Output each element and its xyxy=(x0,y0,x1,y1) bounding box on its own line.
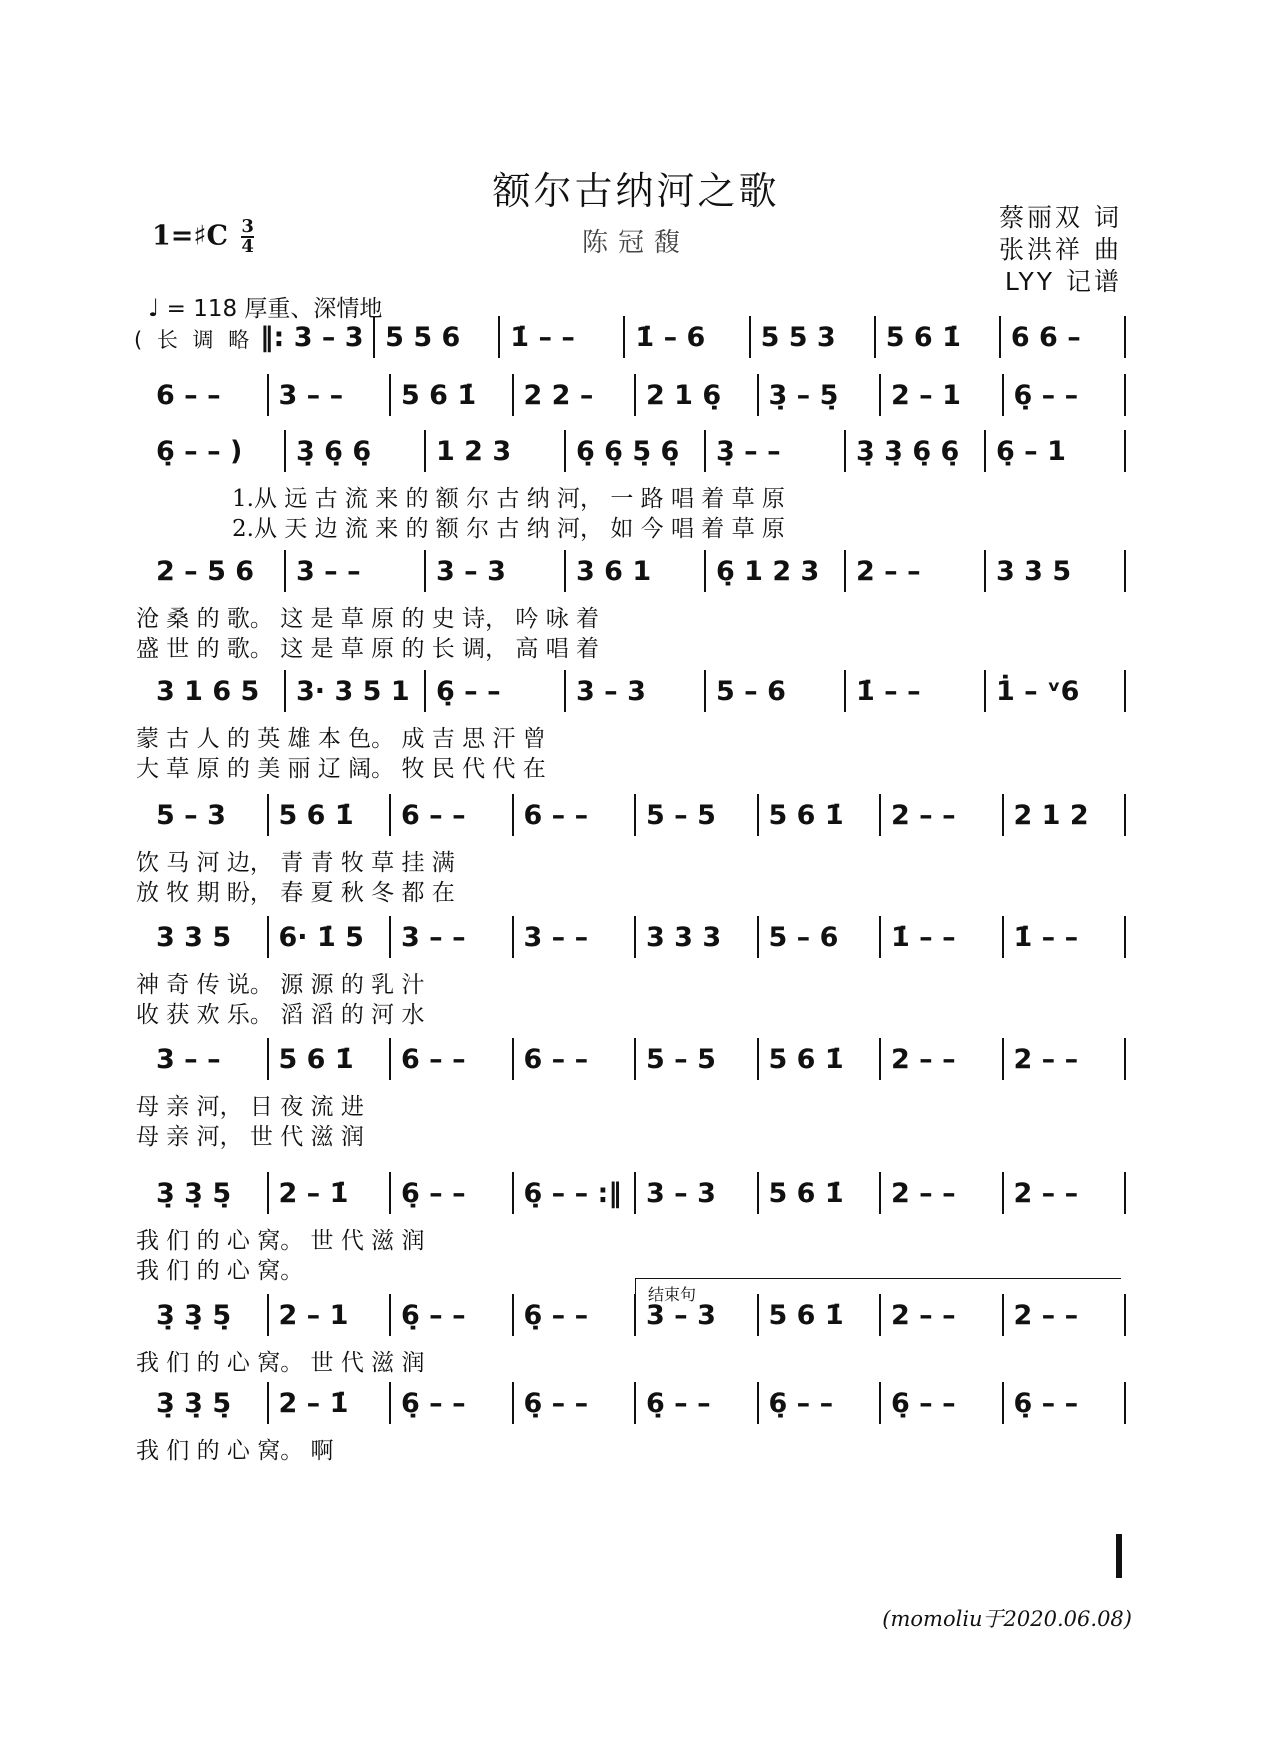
lyric-line: 2.从 天 边 流 来 的 额 尔 古 纳 河， 如 今 唱 着 草 原 xyxy=(232,516,785,542)
barline xyxy=(634,1038,636,1080)
measure: 1̇ – – xyxy=(891,922,956,953)
measure: 3 – – xyxy=(278,380,344,411)
barline xyxy=(267,1172,269,1214)
barline xyxy=(1124,316,1126,358)
measure: 5 – 5 xyxy=(646,1044,716,1075)
barline xyxy=(757,1382,759,1424)
measure: 6 – – xyxy=(401,800,466,831)
barline xyxy=(844,670,846,712)
barline xyxy=(424,430,426,472)
lyric-line: 蒙 古 人 的 英 雄 本 色。 成 吉 思 汗 曾 xyxy=(136,726,546,752)
barline xyxy=(844,550,846,592)
lyric-line: 神 奇 传 说。 源 源 的 乳 汁 xyxy=(136,972,425,998)
barline xyxy=(634,1294,636,1336)
barline xyxy=(634,794,636,836)
measure: 5 6 1̇ xyxy=(278,1044,354,1075)
measure: 2 – – xyxy=(1013,1178,1079,1209)
measure: 2 – – xyxy=(1013,1044,1079,1075)
measure: 2 – 1 xyxy=(891,380,961,411)
measure: 1̇ – – xyxy=(856,676,921,707)
barline xyxy=(879,374,881,416)
measure: 5 6 1̇ xyxy=(401,380,477,411)
barline xyxy=(564,550,566,592)
barline xyxy=(1124,916,1126,958)
barline xyxy=(634,916,636,958)
measure: 6̣ – – :‖ xyxy=(523,1178,622,1209)
barline xyxy=(704,430,706,472)
measure: 6̣ – – xyxy=(523,1300,589,1331)
lyric-line: 收 获 欢 乐。 滔 滔 的 河 水 xyxy=(136,1002,425,1028)
measure: 6̣ – – xyxy=(401,1300,466,1331)
measure: 5 5 3 xyxy=(760,322,836,353)
measure: ‖: 3 – 3 xyxy=(260,322,364,353)
key-signature xyxy=(152,218,254,256)
barline xyxy=(1124,550,1126,592)
barline xyxy=(284,670,286,712)
measure: 3̣ 3̣ 5̣ xyxy=(156,1300,232,1331)
barline xyxy=(389,916,391,958)
measure: 6̣ 6̣ 5̣ 6̣ xyxy=(576,436,680,467)
measure: 2 – 1̇ xyxy=(278,1388,349,1419)
barline xyxy=(1124,794,1126,836)
lyric-line: 饮 马 河 边， 青 青 牧 草 挂 满 xyxy=(136,850,455,876)
barline xyxy=(512,1038,514,1080)
barline xyxy=(1124,1172,1126,1214)
measure: 5 5 6 xyxy=(385,322,461,353)
barline xyxy=(512,374,514,416)
measure: 3̣ – 5̣ xyxy=(768,380,839,411)
barline xyxy=(844,430,846,472)
measure: 6̣ – 1 xyxy=(996,436,1066,467)
page-title: 额尔古纳河之歌 xyxy=(492,169,780,213)
measure: 6 – – xyxy=(156,380,221,411)
ending-label: 结束句 xyxy=(648,1285,697,1304)
measure: 3 – 3 xyxy=(646,1178,716,1209)
measure: 6 6 – xyxy=(1010,322,1081,353)
lyric-line: 大 草 原 的 美 丽 辽 阔。 牧 民 代 代 在 xyxy=(136,756,546,782)
barline xyxy=(1124,1038,1126,1080)
measure: 3 – – xyxy=(523,922,589,953)
lyric-line: 母 亲 河， 日 夜 流 进 xyxy=(136,1094,364,1120)
measure: 5 6 1̇ xyxy=(278,800,354,831)
barline xyxy=(512,916,514,958)
barline xyxy=(512,1294,514,1336)
measure: 3 3 5 xyxy=(996,556,1072,587)
tempo-marking xyxy=(148,290,382,323)
measure: 2 – – xyxy=(891,1300,956,1331)
lyric-line: 我 们 的 心 窝。 世 代 滋 润 xyxy=(136,1350,425,1376)
barline xyxy=(999,316,1001,358)
key-label: 1=♯C xyxy=(152,220,228,252)
barline xyxy=(267,1038,269,1080)
tempo-text: = 118 厚重、深情地 xyxy=(166,296,383,322)
measure: 1 2 3 xyxy=(436,436,512,467)
barline xyxy=(389,1172,391,1214)
barline xyxy=(564,430,566,472)
barline xyxy=(389,1038,391,1080)
barline xyxy=(757,794,759,836)
barline xyxy=(757,1294,759,1336)
lyric-line: 沧 桑 的 歌。 这 是 草 原 的 史 诗， 吟 咏 着 xyxy=(136,606,600,632)
barline xyxy=(564,670,566,712)
measure: 6̣ 1 2 3 xyxy=(716,556,820,587)
barline xyxy=(267,794,269,836)
barline xyxy=(284,550,286,592)
measure: 3̣ 6̣ 6̣ xyxy=(296,436,372,467)
barline xyxy=(267,1382,269,1424)
time-top: 3 xyxy=(241,216,254,237)
measure: 5 6 1̇ xyxy=(768,800,844,831)
barline xyxy=(267,916,269,958)
barline xyxy=(512,1172,514,1214)
measure: 2 – – xyxy=(891,800,956,831)
barline xyxy=(1124,1382,1126,1424)
lyric-line: 我 们 的 心 窝。 xyxy=(136,1258,304,1284)
barline xyxy=(512,1382,514,1424)
composer-credit: 张洪祥 曲 xyxy=(999,235,1122,264)
measure: 2 – 1̇ xyxy=(278,1178,349,1209)
measure: 5 6 1̇ xyxy=(768,1178,844,1209)
measure: 2 1 6̣ xyxy=(646,380,722,411)
score-system xyxy=(150,380,1130,440)
measure: 6̣ – – xyxy=(891,1388,956,1419)
barline xyxy=(1124,430,1126,472)
lyricist-credit: 蔡丽双 词 xyxy=(999,203,1122,232)
barline xyxy=(1124,670,1126,712)
barline xyxy=(424,670,426,712)
barline xyxy=(389,794,391,836)
barline xyxy=(512,794,514,836)
barline xyxy=(704,670,706,712)
measure: 3 – – xyxy=(401,922,466,953)
barline xyxy=(1002,916,1004,958)
measure: 5 6 1̇ xyxy=(768,1044,844,1075)
barline xyxy=(424,550,426,592)
barline xyxy=(1002,1294,1004,1336)
barline xyxy=(984,550,986,592)
measure: 6 – – xyxy=(523,800,589,831)
barline xyxy=(1002,1038,1004,1080)
measure: 6 – – xyxy=(401,1044,466,1075)
barline xyxy=(1002,374,1004,416)
barline xyxy=(634,1172,636,1214)
barline xyxy=(984,670,986,712)
time-signature xyxy=(241,218,254,256)
measure: 3 – 3 xyxy=(436,556,506,587)
measure: 2 – 1 xyxy=(278,1300,349,1331)
measure: 3 – – xyxy=(296,556,361,587)
measure: 6̣ – – xyxy=(401,1178,466,1209)
measure: 3̣ 3̣ 5̣ xyxy=(156,1178,232,1209)
barline xyxy=(389,1294,391,1336)
measure: 2 – – xyxy=(1013,1300,1079,1331)
measure: 6̣ – – xyxy=(436,676,501,707)
barline xyxy=(267,374,269,416)
measure: 3̣ 3̣ 5̣ xyxy=(156,1388,232,1419)
intro-label: ( 长 调 略 xyxy=(134,328,254,352)
measure: 2 2 – xyxy=(523,380,594,411)
barline xyxy=(874,316,876,358)
measure: 5 – 6 xyxy=(768,922,839,953)
measure: 1̇ – ᵛ6 xyxy=(996,676,1080,707)
barline xyxy=(1002,794,1004,836)
barline xyxy=(879,1382,881,1424)
barline xyxy=(879,1294,881,1336)
signature: (momoliu于2020.06.08) xyxy=(882,1607,1132,1631)
measure: 2 1 2 xyxy=(1013,800,1089,831)
lyric-line: 1.从 远 古 流 来 的 额 尔 古 纳 河， 一 路 唱 着 草 原 xyxy=(232,486,785,512)
measure: 3· 3 5 1 xyxy=(296,676,410,707)
measure: 1̇ – 6 xyxy=(635,322,706,353)
barline xyxy=(757,374,759,416)
barline xyxy=(984,430,986,472)
measure: 5 – 6 xyxy=(716,676,786,707)
barline xyxy=(389,374,391,416)
measure: 3 6 1 xyxy=(576,556,652,587)
barline xyxy=(757,1172,759,1214)
measure: 1̇ – – xyxy=(1013,922,1079,953)
barline xyxy=(1002,1382,1004,1424)
measure: 5 – 3 xyxy=(156,800,226,831)
measure: 6̣ – – xyxy=(401,1388,466,1419)
measure: 6̣ – – xyxy=(1013,380,1079,411)
barline xyxy=(623,316,625,358)
measure: 1̇ – – xyxy=(510,322,575,353)
lyric-line: 盛 世 的 歌。 这 是 草 原 的 长 调， 高 唱 着 xyxy=(136,636,600,662)
quarter-note-icon: ♩ xyxy=(148,294,160,322)
ending-bracket xyxy=(635,1278,1121,1295)
measure: 3 – 3 xyxy=(646,1300,716,1331)
barline xyxy=(704,550,706,592)
transcriber-credit: LYY 记谱 xyxy=(1004,267,1122,296)
barline xyxy=(879,794,881,836)
barline xyxy=(1124,1294,1126,1336)
measure: 3 – 3 xyxy=(576,676,646,707)
lyric-line: 放 牧 期 盼， 春 夏 秋 冬 都 在 xyxy=(136,880,455,906)
measure: 2 – – xyxy=(856,556,921,587)
barline xyxy=(749,316,751,358)
barline xyxy=(879,1172,881,1214)
barline xyxy=(879,916,881,958)
measure: 5 6 1̇ xyxy=(768,1300,844,1331)
measure: 3̣ 3̣ 6̣ 6̣ xyxy=(856,436,960,467)
barline xyxy=(1002,1172,1004,1214)
score-system xyxy=(134,322,1130,382)
barline xyxy=(757,1038,759,1080)
measure: 2 – – xyxy=(891,1178,956,1209)
measure: 6 – – xyxy=(523,1044,589,1075)
lyric-line: 我 们 的 心 窝。 啊 xyxy=(136,1438,334,1464)
measure: 3 3 3 xyxy=(646,922,722,953)
measure: 6̣ – – ) xyxy=(156,436,243,467)
measure: 2 – 5 6 xyxy=(156,556,255,587)
measure: 6̣ – – xyxy=(768,1388,834,1419)
measure: 3 1 6 5 xyxy=(156,676,260,707)
time-bottom: 4 xyxy=(241,236,254,257)
measure: 6· 1̇ 5 xyxy=(278,922,364,953)
barline xyxy=(634,1382,636,1424)
measure: 3̣ – – xyxy=(716,436,781,467)
measure: 6̣ – – xyxy=(523,1388,589,1419)
measure: 3 – – xyxy=(156,1044,221,1075)
barline xyxy=(757,916,759,958)
measure: 2 – – xyxy=(891,1044,956,1075)
final-barline xyxy=(1116,1534,1122,1578)
barline xyxy=(284,430,286,472)
barline xyxy=(1124,374,1126,416)
barline xyxy=(498,316,500,358)
barline xyxy=(373,316,375,358)
barline xyxy=(389,1382,391,1424)
measure: 6̣ – – xyxy=(1013,1388,1079,1419)
measure: 5 – 5 xyxy=(646,800,716,831)
barline xyxy=(634,374,636,416)
barline xyxy=(267,1294,269,1336)
measure: 5 6 1̇ xyxy=(885,322,961,353)
subtitle: 陈冠馥 xyxy=(581,228,690,258)
barline xyxy=(879,1038,881,1080)
lyric-line: 母 亲 河， 世 代 滋 润 xyxy=(136,1124,364,1150)
lyric-line: 我 们 的 心 窝。 世 代 滋 润 xyxy=(136,1228,425,1254)
measure: 6̣ – – xyxy=(646,1388,711,1419)
measure: 3 3 5 xyxy=(156,922,232,953)
